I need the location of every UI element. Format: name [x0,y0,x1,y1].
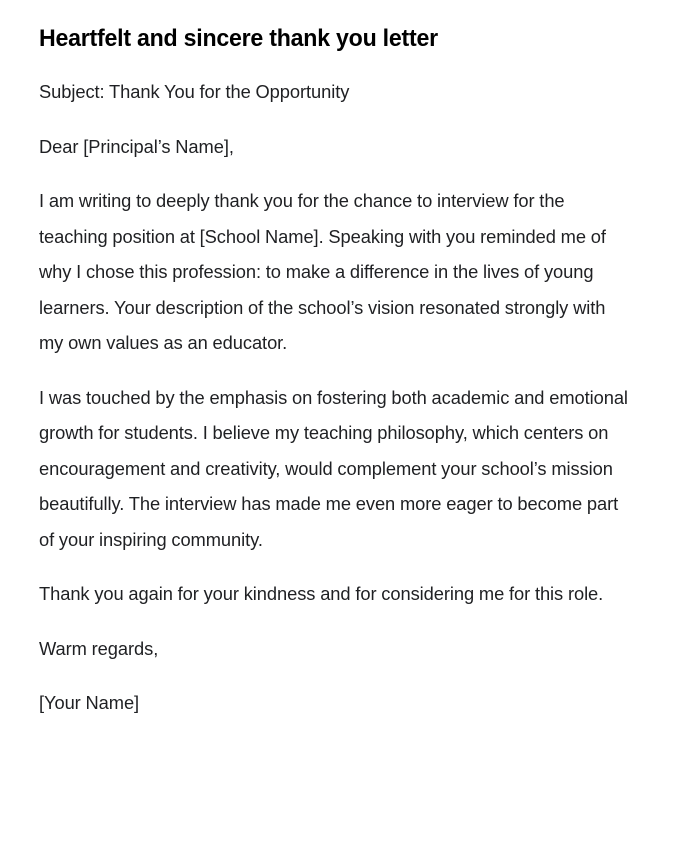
body-paragraph-2: I was touched by the emphasis on fostering both academic and emotional growth for students. I believe my teaching philosophy, which centers on encouragement and creativity, would complement your school’s mission beautifully. The interview has made me even more eager to become part of your inspiring community. [39,386,628,550]
closing: Warm regards, [39,637,159,659]
page-title: Heartfelt and sincere thank you letter [39,25,438,52]
signature: [Your Name] [39,692,140,713]
letter-body [39,74,639,721]
body-paragraph-3: Thank you again for your kindness and for considering me for this role. [39,583,604,604]
subject-line: Subject: Thank You for the Opportunity [39,81,350,102]
body-paragraph-1: I am writing to deeply thank you for the chance to interview for the teaching position at [School Name]. Speaking with you reminded me of why I chose this profession: to make a difference in the lives of young learners. Your description of the school’s vision resonated strongly with my own values as an educator. [39,190,606,353]
salutation: Dear [Principal’s Name], [39,135,234,157]
